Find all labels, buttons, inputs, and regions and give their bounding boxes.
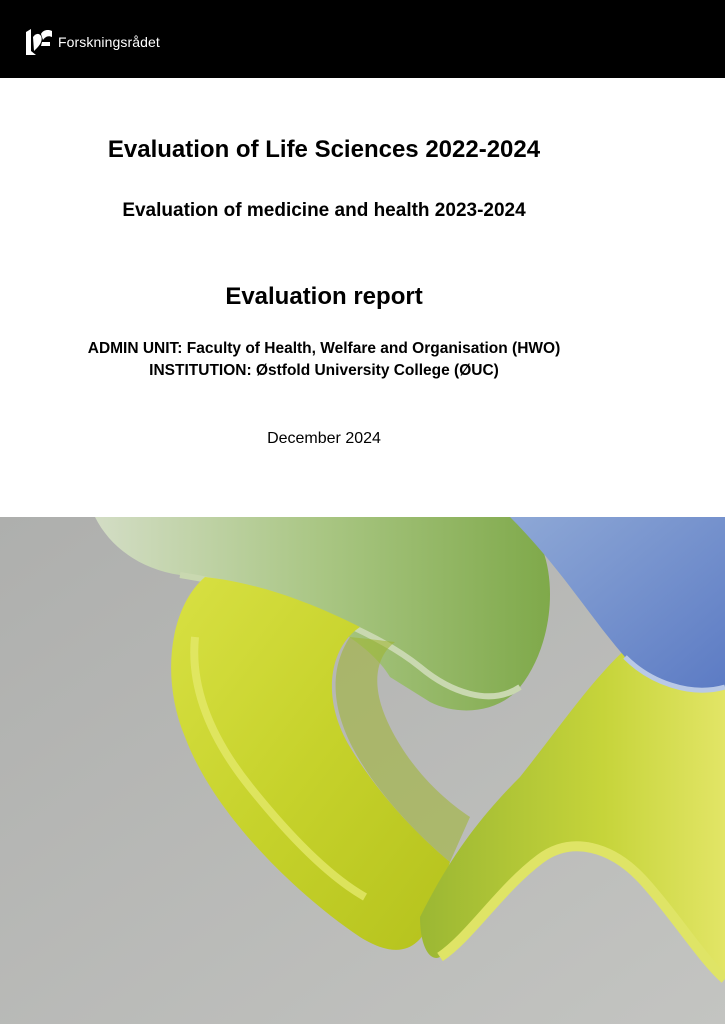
report-date: December 2024 bbox=[267, 430, 381, 447]
header-bar bbox=[0, 0, 725, 78]
institution-line: INSTITUTION: Østfold University College (ØUC) bbox=[149, 362, 499, 379]
forskningsradet-logo-icon bbox=[26, 29, 52, 55]
document-title: Evaluation of Life Sciences 2022-2024 bbox=[107, 136, 541, 163]
report-type-heading: Evaluation report bbox=[225, 283, 423, 310]
admin-unit-line: ADMIN UNIT: Faculty of Health, Welfare and Organisation (HWO) bbox=[87, 340, 561, 357]
document-subtitle: Evaluation of medicine and health 2023-2024 bbox=[122, 200, 526, 221]
logo bbox=[26, 29, 160, 55]
ribbon-illustration-icon bbox=[0, 517, 725, 1024]
logo-text: Forskningsrådet bbox=[58, 34, 160, 50]
